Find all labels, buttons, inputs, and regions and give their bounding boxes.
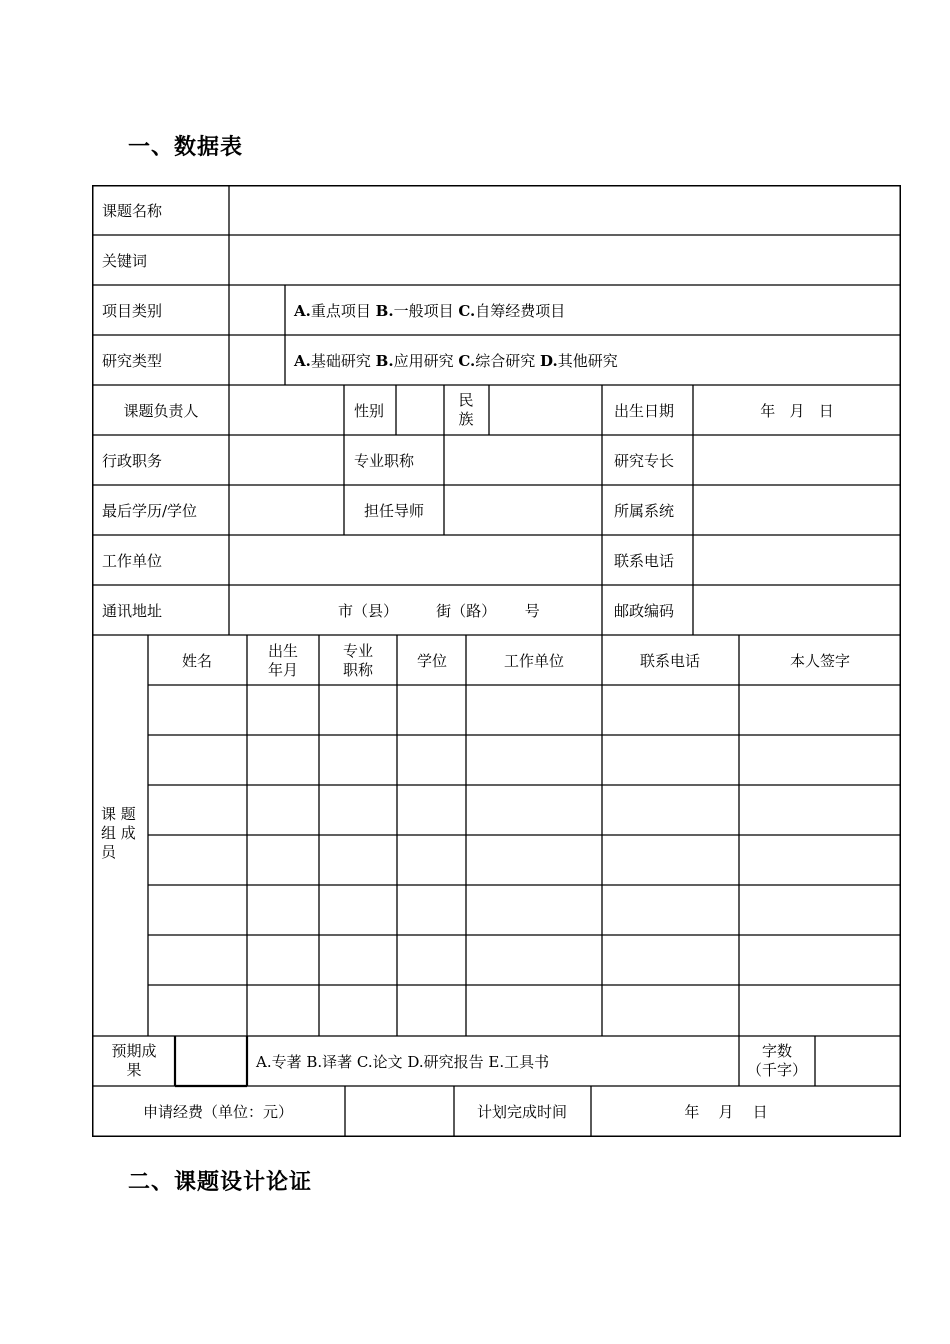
address-format: 市（县） 街（路） 号 (338, 602, 540, 620)
label-postal-code: 邮政编码 (614, 602, 675, 620)
label-education: 最后学历/学位 (102, 502, 198, 520)
label-expected-results: 预期成 果 (111, 1042, 157, 1079)
label-phone: 联系电话 (614, 552, 675, 570)
members-header-phone: 联系电话 (639, 652, 701, 670)
label-leader: 课题负责人 (123, 402, 199, 420)
category-options: A.重点项目 B.一般项目 C.自筹经费项目 (294, 302, 566, 320)
label-project-name: 课题名称 (102, 202, 163, 220)
label-research-type: 研究类型 (102, 352, 163, 370)
label-members: 课 题 组 成 员 (101, 805, 136, 861)
label-work-unit: 工作单位 (102, 552, 163, 570)
label-birth-date: 出生日期 (614, 402, 675, 420)
section-title-design-argument: 二、课题设计论证 (128, 1170, 313, 1195)
members-header-signature: 本人签字 (789, 652, 851, 670)
members-header-title: 专业 职称 (342, 642, 374, 679)
members-header-name: 姓名 (181, 652, 213, 670)
results-options: A.专著 B.译著 C.论文 D.研究报告 E.工具书 (256, 1053, 550, 1071)
label-supervisor: 担任导师 (363, 502, 425, 520)
table-grid-lines (92, 185, 901, 1137)
research-type-options: A.基础研究 B.应用研究 C.综合研究 D.其他研究 (294, 352, 618, 370)
birth-date-format: 年 月 日 (760, 402, 834, 420)
label-keywords: 关键词 (102, 252, 148, 270)
label-address: 通讯地址 (102, 602, 163, 620)
label-research-specialty: 研究专长 (614, 452, 675, 470)
section-title-data-table: 一、数据表 (128, 135, 244, 160)
label-planned-completion: 计划完成时间 (476, 1103, 568, 1121)
label-prof-title: 专业职称 (354, 452, 415, 470)
label-ethnicity: 民 族 (458, 391, 474, 428)
completion-date-format: 年 月 日 (684, 1103, 768, 1121)
label-project-category: 项目类别 (102, 302, 163, 320)
members-header-degree: 学位 (416, 652, 448, 670)
label-affiliated-system: 所属系统 (614, 502, 675, 520)
label-funding: 申请经费（单位：元） (142, 1103, 294, 1121)
label-gender: 性别 (354, 402, 385, 420)
members-header-unit: 工作单位 (503, 652, 565, 670)
data-table (92, 185, 901, 1137)
label-word-count: 字数 （千字） (746, 1042, 808, 1079)
label-admin-post: 行政职务 (102, 452, 163, 470)
members-header-birth: 出生 年月 (267, 642, 299, 679)
